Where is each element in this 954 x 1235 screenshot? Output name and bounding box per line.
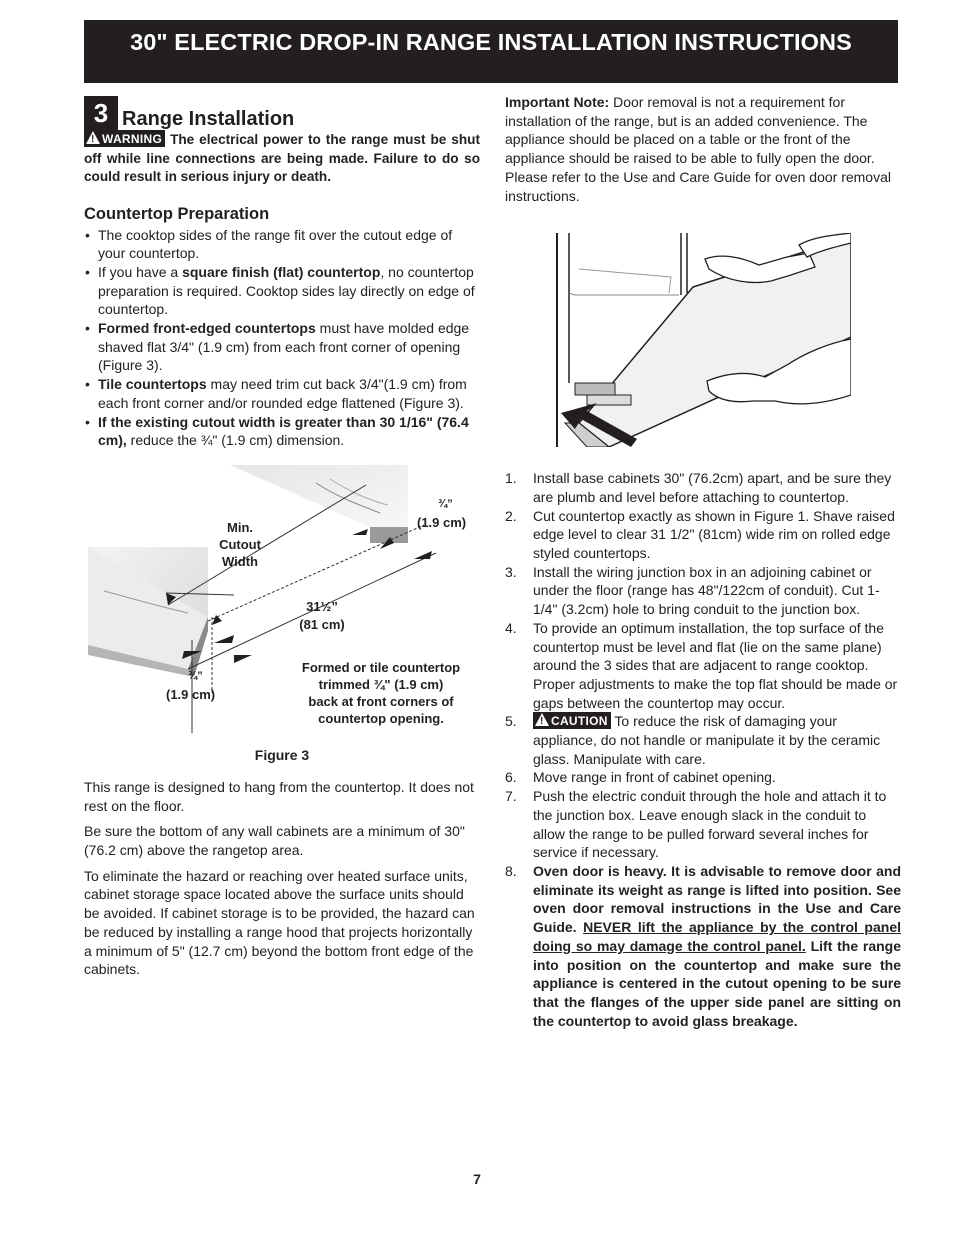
step-number: 2. xyxy=(505,507,517,524)
bullet-text: reduce the ¾" (1.9 cm) dimension. xyxy=(126,432,345,449)
bullet-text: must have molded edge shaved flat 3/4" (1.9 cm) from each front corner of opening (Figure 3). xyxy=(98,320,470,374)
figure-3-diagram xyxy=(84,465,480,737)
back-countertop xyxy=(230,465,408,527)
list-item xyxy=(505,712,901,768)
bullet-text: may need trim cut back 3/4"(1.9 cm) from each front corner and/or rounded edge flattened (Figure 3). xyxy=(98,376,467,411)
front-dimension-label: ¾” xyxy=(188,669,203,682)
list-item xyxy=(505,862,901,1030)
list-item xyxy=(505,469,901,506)
bullet-bold-text: Formed front-edged countertops xyxy=(98,320,316,337)
warning-text: The electrical power to the range must be shut off while line connections are being made. Failure to do so could result in serious injury or death. xyxy=(84,132,481,184)
list-item xyxy=(505,787,901,862)
body-paragraph: Be sure the bottom of any wall cabinets are a minimum of 30" (76.2 cm) above the rangetop area. xyxy=(84,823,465,859)
figure-3-caption: Figure 3 xyxy=(254,746,310,763)
section-title: Range Installation xyxy=(122,108,295,130)
step-number: 6. xyxy=(505,769,517,786)
step-underlined-text: NEVER lift the appliance by the control panel doing so may damage the control panel. xyxy=(533,919,901,954)
hinge xyxy=(587,395,631,405)
left-paragraphs xyxy=(84,778,480,979)
step-text: Cut countertop exactly as shown in Figure 1. Shave raised edge level to clear 31 1/2" (81cm) wide rim on rolled edge styled countertops. xyxy=(533,507,895,562)
left-column xyxy=(84,96,480,986)
step-number: 7. xyxy=(505,788,517,805)
warning-badge-label: WARNING xyxy=(102,132,163,146)
list-item xyxy=(84,263,480,319)
page-title: 30" ELECTRIC DROP-IN RANGE INSTALLATION INSTRUCTIONS xyxy=(130,29,852,55)
step-text: Oven door is heavy. It is advisable to remove door and eliminate its weight as range is lifted into position. See oven door removal instructions in the Use and Care Guide. xyxy=(533,862,901,936)
list-item xyxy=(84,375,480,412)
step-number: 1. xyxy=(505,470,517,487)
front-dimension-label: (1.9 cm) xyxy=(166,686,216,702)
step-text: Push the electric conduit through the hole and attach it to the junction box. Leave enough slack in the conduit to allow the range to be pulled forward several inches for service if necessary. xyxy=(533,788,887,861)
oven-door-removal-illustration xyxy=(551,233,851,447)
list-item xyxy=(505,507,901,563)
width-dimension-label: 31½” xyxy=(306,598,338,614)
warning-badge xyxy=(84,130,165,147)
step-text: To provide an optimum installation, the top surface of the countertop must be level and flat (lie on the same plane) around the 3 sides that are adjacent to range cooktop. Proper adjustments to make the top flat should be made or gaps between the countertop may occur. xyxy=(533,619,898,711)
bullet-bold-text: If the existing cutout width is greater than 30 1/16" (76.4 cm), xyxy=(98,413,469,449)
top-dimension-label: (1.9 cm) xyxy=(417,514,467,530)
step-text: Install the wiring junction box in an adjoining cabinet or under the floor (range has 48"/122cm of conduit). Cut 1-1/4" (3.2cm) hole to bring conduit to the junction box. xyxy=(533,563,880,618)
section-heading xyxy=(84,96,480,130)
width-dimension-label: (81 cm) xyxy=(299,616,345,632)
countertop-heading: Countertop Preparation xyxy=(84,204,270,223)
step-number: 8. xyxy=(505,862,517,879)
bullet-bold-text: square finish (flat) countertop xyxy=(182,263,381,280)
step-text: Install base cabinets 30" (76.2cm) apart, and be sure they are plumb and level before attaching to countertop. xyxy=(533,470,892,505)
list-item xyxy=(84,226,480,263)
caution-badge xyxy=(533,712,611,729)
step-number: 3. xyxy=(505,563,517,580)
hinge xyxy=(575,383,615,395)
warning-triangle-icon xyxy=(86,131,100,144)
min-cutout-label: Width xyxy=(222,553,258,569)
bullet-bold-text: Tile countertops xyxy=(98,376,207,393)
bullet-text: If you have a xyxy=(98,263,183,280)
step-text: Move range in front of cabinet opening. xyxy=(533,769,776,786)
right-column xyxy=(505,93,901,1030)
page-number: 7 xyxy=(473,1171,481,1187)
figure-note: countertop opening. xyxy=(318,710,444,726)
warning-block xyxy=(84,130,480,187)
step-text: Lift the range into position on the countertop and make sure the appliance is centered in the cutout opening to be sure that the flanges of the upper side panel are sitting on the countertop to avoid glass breakage. xyxy=(533,937,901,1029)
important-note-label: Important Note: xyxy=(505,94,610,110)
installation-steps xyxy=(505,469,901,1030)
important-note-text: Door removal is not a requirement for installation of the range, but is an added convenience. The appliance should be placed on a table or the front of the appliance should be raised to be able to fully open the door. Please refer to the Use and Care Guide for oven door removal instructions. xyxy=(505,94,891,204)
list-item xyxy=(505,563,901,619)
list-item xyxy=(84,413,480,450)
top-dimension-label: ¾” xyxy=(438,497,453,510)
body-paragraph: This range is designed to hang from the countertop. It does not rest on the floor. xyxy=(84,778,474,814)
caution-triangle-icon xyxy=(535,713,549,726)
step-number: 5. xyxy=(505,713,517,730)
list-item xyxy=(505,619,901,713)
step-number-box: 3 xyxy=(84,96,118,130)
step-number: 4. xyxy=(505,619,517,636)
page-header-banner xyxy=(84,20,898,83)
caution-badge-label: CAUTION xyxy=(551,714,608,729)
bullet-text: The cooktop sides of the range fit over the cutout edge of your countertop. xyxy=(98,226,453,262)
bullet-text: , no countertop preparation is required. Cooktop sides lay directly on edge of countertop. xyxy=(98,263,475,318)
figure-note: trimmed ¾" (1.9 cm) xyxy=(318,676,444,692)
min-cutout-label: Min. xyxy=(227,519,253,535)
important-note xyxy=(505,93,901,205)
body-paragraph: To eliminate the hazard or reaching over heated surface units, cabinet storage space located above the surface units should be avoided. If cabinet storage is to be provided, the hazard can be reduced by installing a range hood that projects horizontally a minimum of 5" (12.7 cm) beyond the bottom front edge of the cabinets. xyxy=(84,867,475,978)
min-cutout-label: Cutout xyxy=(219,536,261,552)
countertop-bullet-list xyxy=(84,226,480,450)
list-item xyxy=(84,319,480,375)
figure-note: Formed or tile countertop xyxy=(301,659,461,675)
figure-note: back at front corners of xyxy=(308,693,454,709)
step-text: To reduce the risk of damaging your appliance, do not handle or manipulate it by the ceramic glass. Manipulate with care. xyxy=(533,713,881,767)
list-item xyxy=(505,768,901,787)
